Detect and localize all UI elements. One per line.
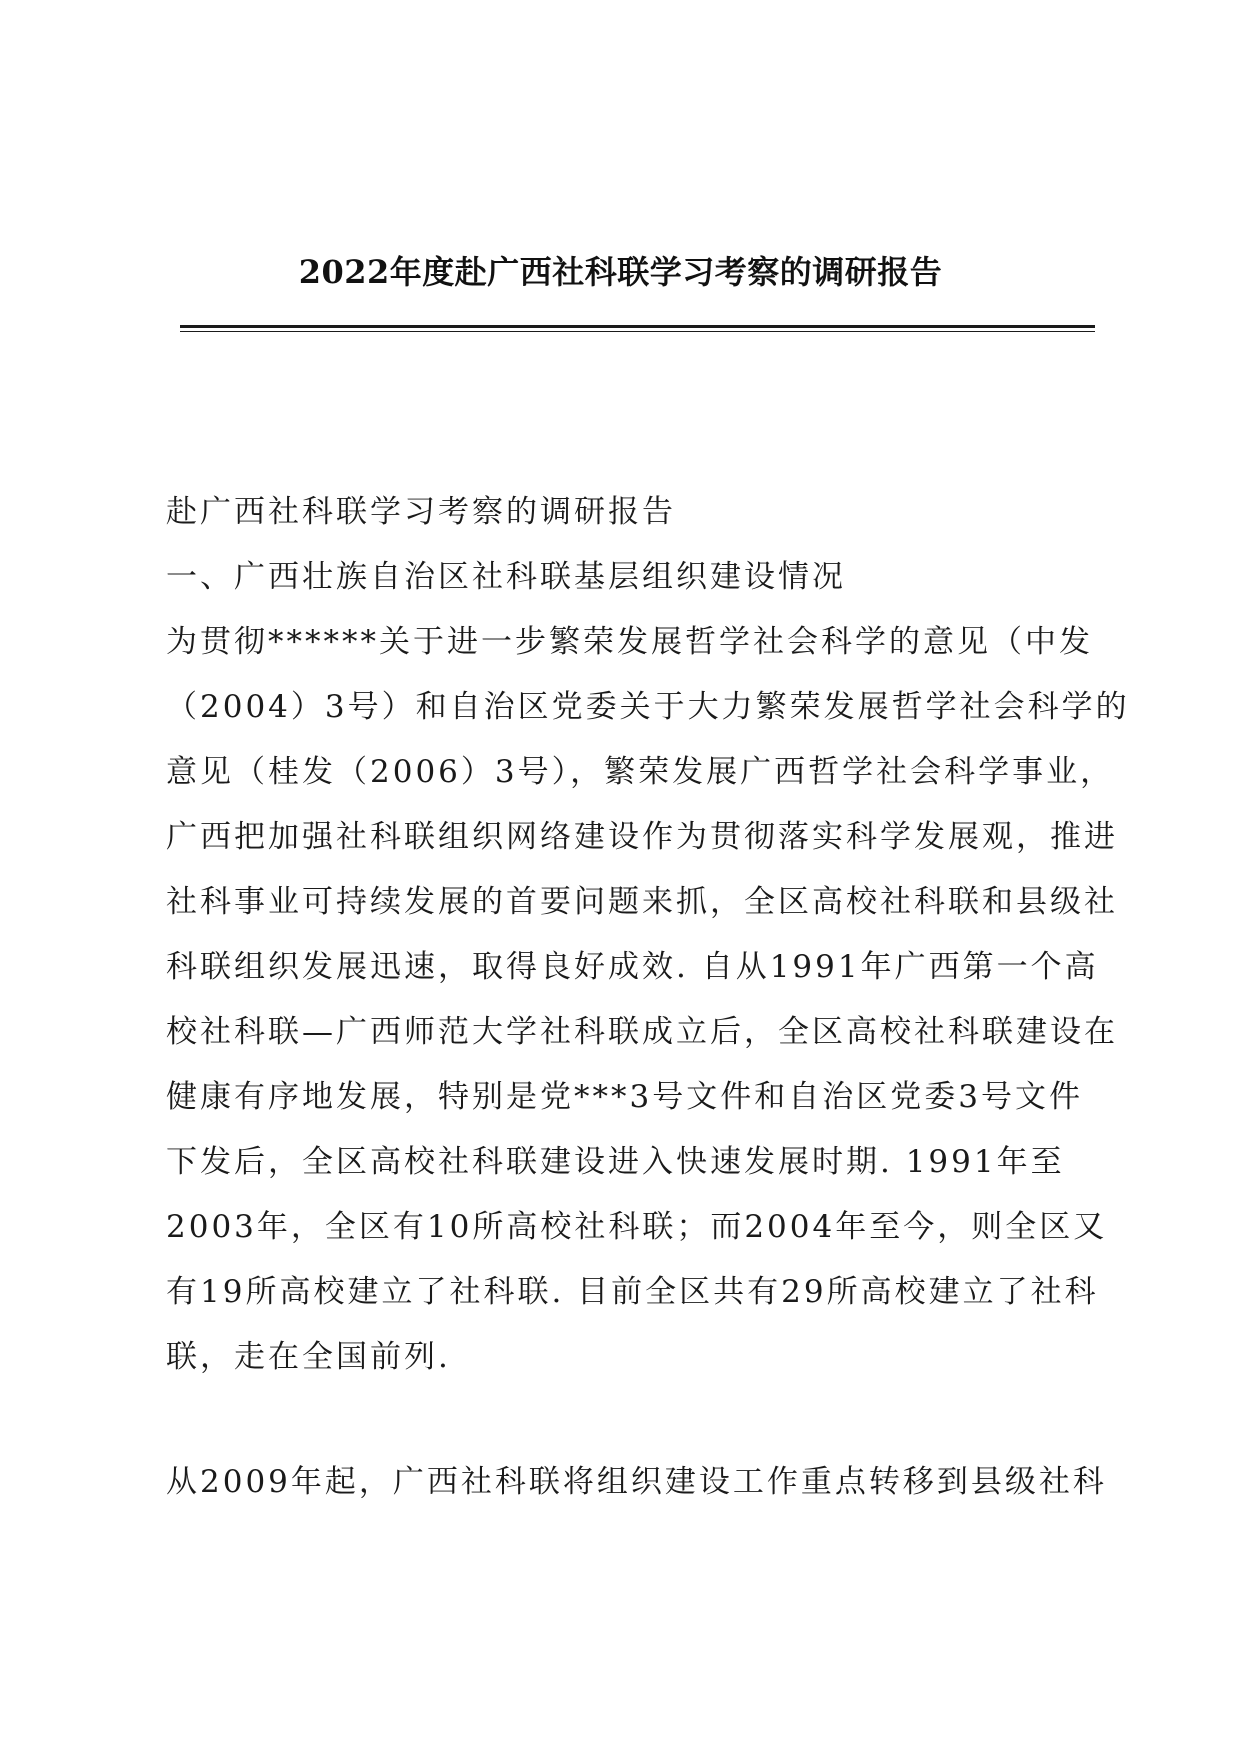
paragraph-1-line: （2004）3号）和自治区党委关于大力繁荣发展哲学社会科学的 <box>166 689 1130 725</box>
paragraph-1-line: 意见（桂发（2006）3号），繁荣发展广西哲学社会科学事业， <box>166 754 1115 790</box>
paragraph-1-line: 社科事业可持续发展的首要问题来抓，全区高校社科联和县级社 <box>166 884 1118 920</box>
paragraph-1-line: 健康有序地发展，特别是党***3号文件和自治区党委3号文件 <box>166 1079 1083 1115</box>
title-double-rule-thick <box>180 325 1095 328</box>
title-double-rule-thin <box>180 331 1095 332</box>
paragraph-1-line: 有19所高校建立了社科联. 目前全区共有29所高校建立了社科 <box>166 1274 1099 1310</box>
paragraph-gap <box>166 1390 1096 1450</box>
paragraph-1-line: 广西把加强社科联组织网络建设作为贯彻落实科学发展观，推进 <box>166 819 1118 855</box>
report-subtitle: 赴广西社科联学习考察的调研报告 <box>166 494 676 530</box>
paragraph-1-line: 科联组织发展迅速，取得良好成效. 自从1991年广西第一个高 <box>166 949 1099 985</box>
paragraph-1-line: 为贯彻******关于进一步繁荣发展哲学社会科学的意见（中发 <box>166 624 1093 660</box>
paragraph-1-line: 2003年，全区有10所高校社科联；而2004年至今，则全区又 <box>166 1209 1108 1245</box>
document-title: 2022年度赴广西社科联学习考察的调研报告 <box>298 253 943 291</box>
paragraph-1-line: 联，走在全国前列. <box>166 1339 451 1375</box>
document-body <box>166 480 1130 1515</box>
paragraph-1-line: 校社科联—广西师范大学社科联成立后，全区高校社科联建设在 <box>166 1014 1118 1050</box>
section-heading: 一、广西壮族自治区社科联基层组织建设情况 <box>166 559 846 595</box>
paragraph-1-line: 下发后，全区高校社科联建设进入快速发展时期. 1991年至 <box>166 1144 1065 1180</box>
paragraph-2-line: 从2009年起，广西社科联将组织建设工作重点转移到县级社科 <box>166 1464 1107 1500</box>
